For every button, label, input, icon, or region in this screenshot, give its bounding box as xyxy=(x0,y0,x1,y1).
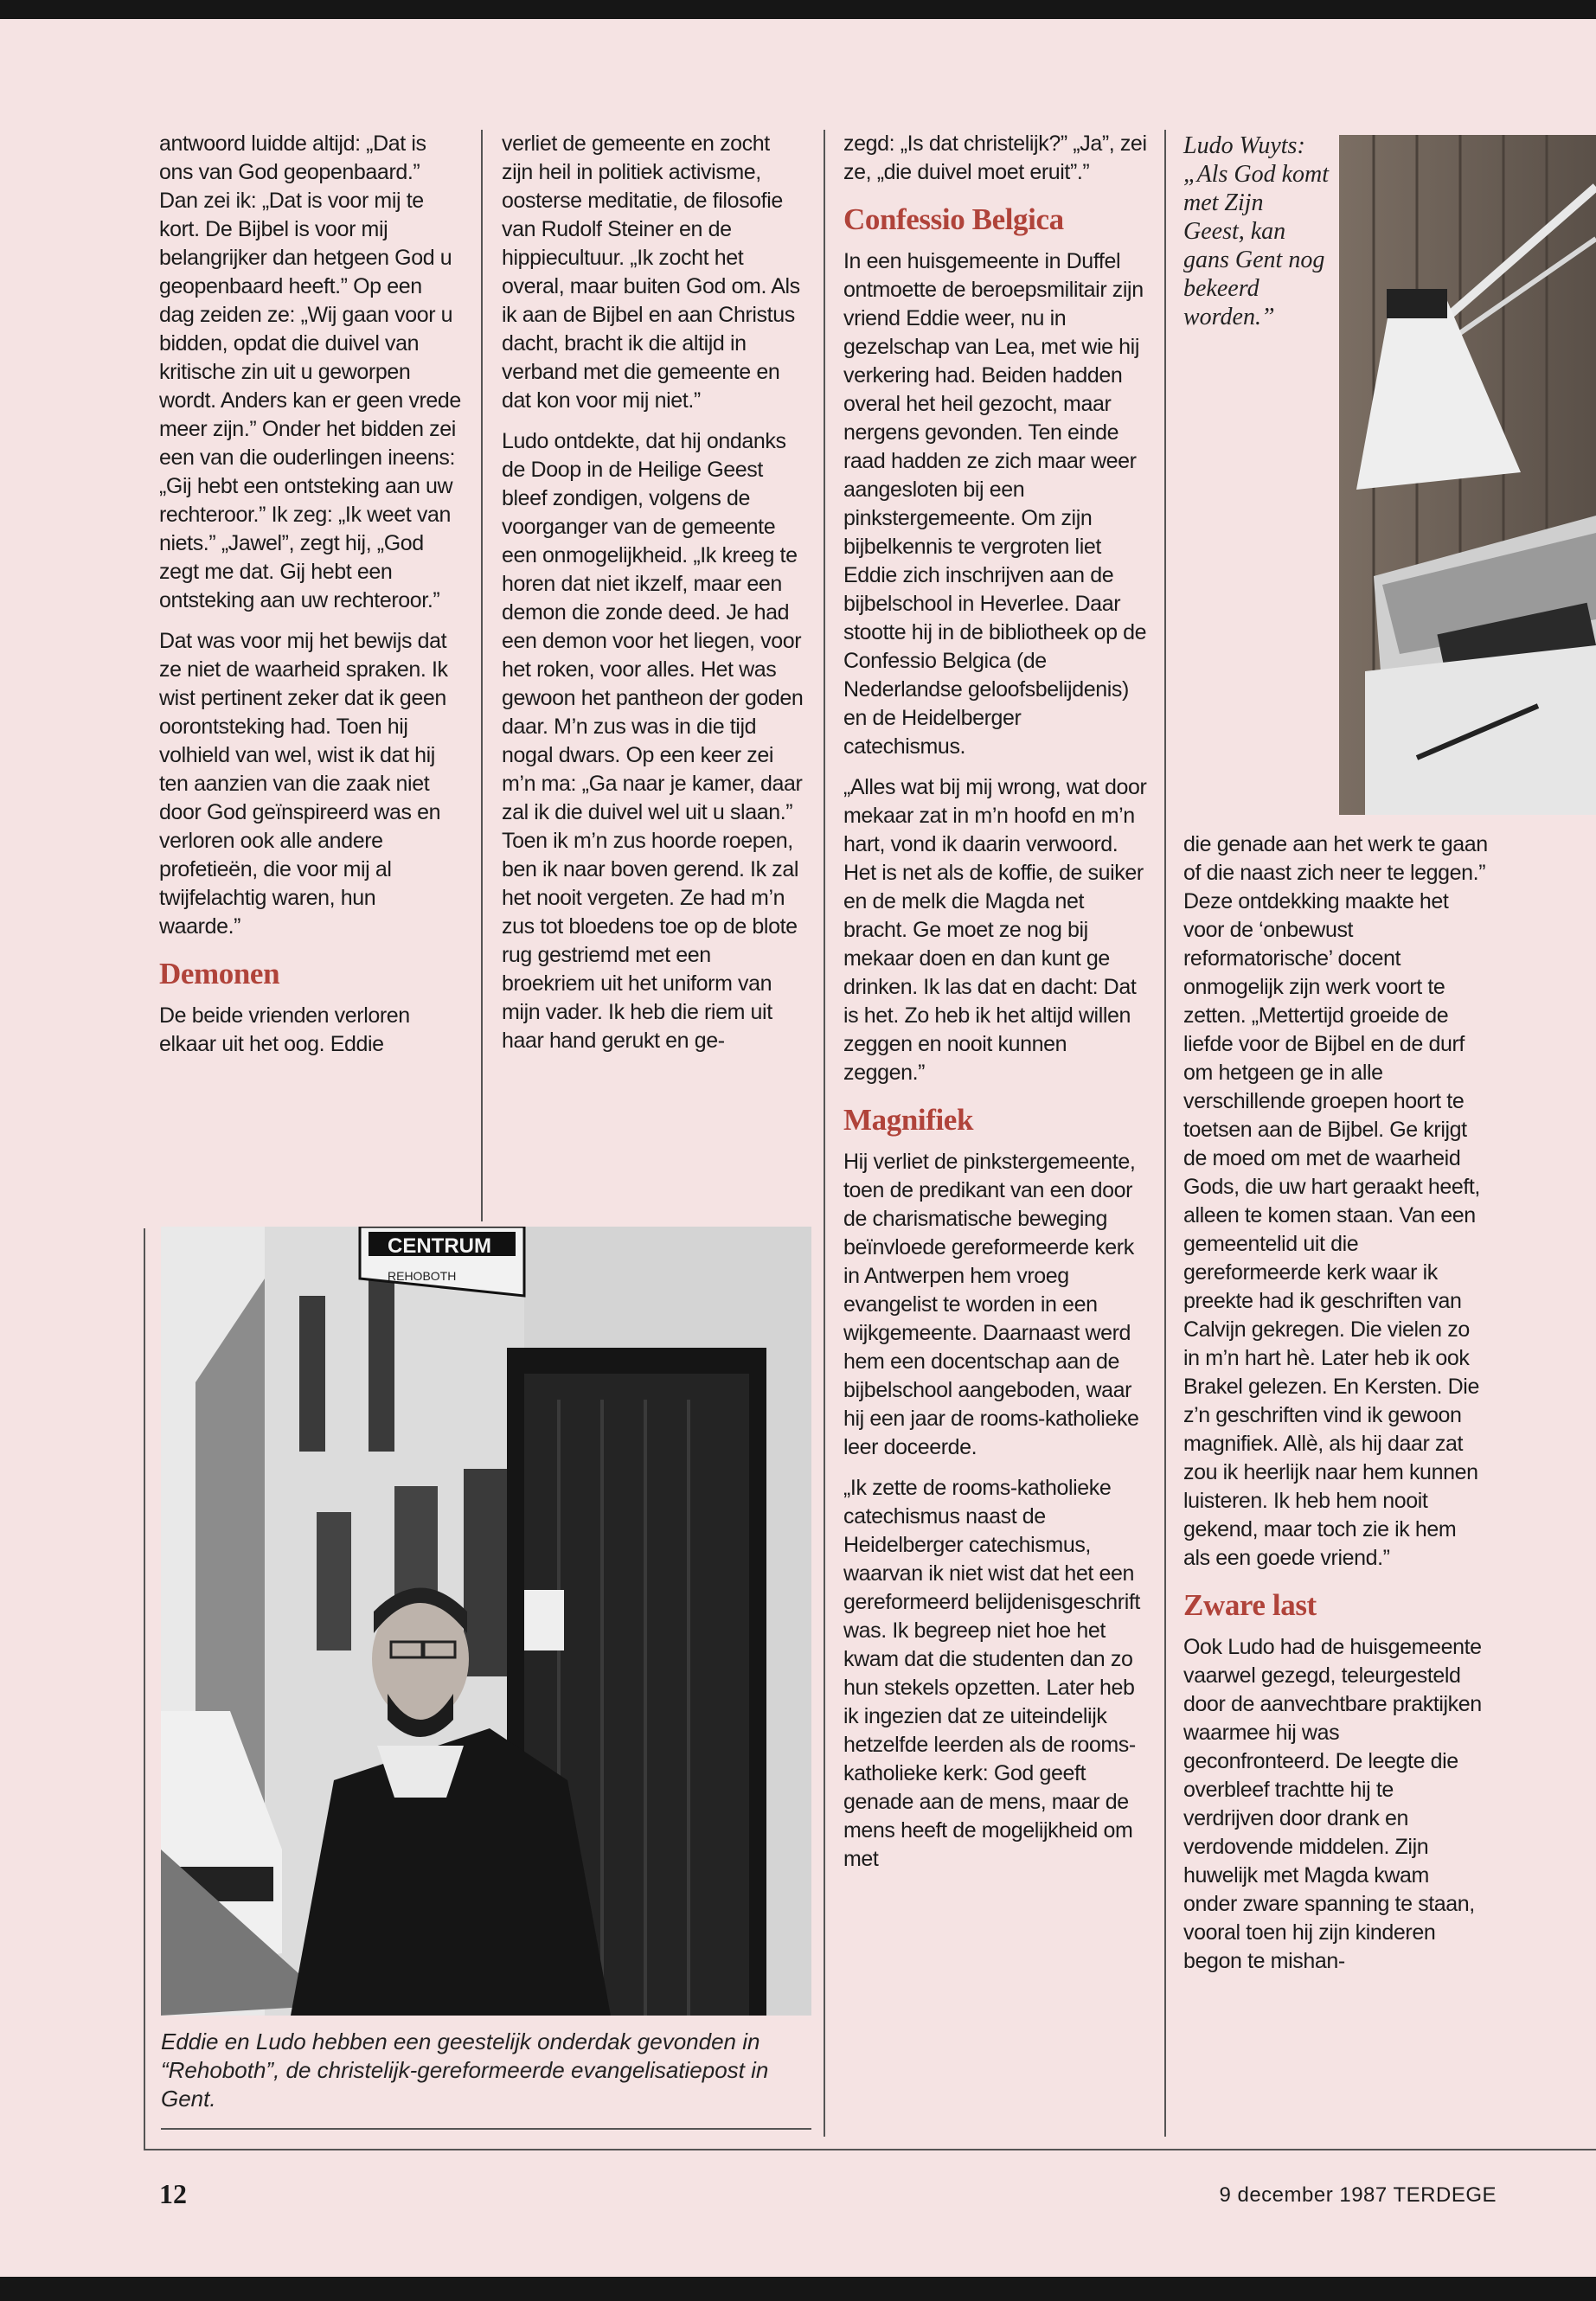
article-column-1 xyxy=(159,130,462,1220)
paragraph: antwoord luidde altijd: „Dat is ons van God geopenbaard.” Dan zei ik: „Dat is voor mij te kort. De Bijbel is voor mij belangrijker dan hetgeen God u geopenbaard heeft.” Op een dag zeiden ze: „Wij gaan voor u bidden, opdat die duivel van kritische zin uit u geworpen wordt. Anders kan er geen vrede meer zijn.” Onder het bidden zei een van die ouderlingen ineens: „Gij hebt een ontsteking aan uw rechteroor.” Ik zeg: „Ik weet van niets.” „Jawel”, zegt hij, „God zegt me dat. Gij hebt een ontsteking aan uw rechteroor.” xyxy=(159,131,461,612)
paragraph: „Alles wat bij mij wrong, wat door mekaar zat in m’n hoofd en m’n hart, vond ik daarin verwoord. Het is net als de koffie, de suiker en de melk die Magda net bracht. Ge moet ze nog bij mekaar doen en dan kunt ge drinken. Ik las dat en dacht: Dat is het. Zo heb ik het altijd willen zeggen en nooit kunnen zeggen.” xyxy=(843,775,1147,1085)
article-column-2 xyxy=(502,130,806,1220)
article-column-3 xyxy=(843,130,1148,2137)
sign-text-centrum: CENTRUM xyxy=(388,1234,491,1258)
paragraph: De beide vrienden verloren elkaar uit het oog. Eddie xyxy=(159,1003,410,1056)
photo-desk-lamp-typewriter xyxy=(1339,135,1596,815)
paragraph: Dat was voor mij het bewijs dat ze niet de waarheid spraken. Ik wist pertinent zeker dat ik geen oorontsteking had. Toen hij volhield van wel, wist ik dat hij ten aanzien van die zaak niet door God geïnspireerd was en verloren ook alle andere profetieën, die voor mij al twijfelachtig waren, hun waarde.” xyxy=(159,629,448,939)
section-heading-zware-last: Zware last xyxy=(1183,1588,1317,1622)
paragraph: zegd: „Is dat christelijk?” „Ja”, zei ze, „die duivel moet eruit”.” xyxy=(843,131,1147,184)
section-heading-confessio-belgica: Confessio Belgica xyxy=(843,202,1064,236)
photo-caption: Eddie en Ludo hebben een geestelijk onderdak gevonden in “Rehoboth”, de christelijk-gereformeerde evangelisatiepost in Gent. xyxy=(161,2029,769,2112)
photo-rehoboth-street xyxy=(161,1227,811,2016)
left-margin-rule xyxy=(144,1228,145,2150)
section-heading-demonen: Demonen xyxy=(159,957,280,990)
pull-quote: Ludo Wuyts: „Als God komt met Zijn Geest, kan gans Gent nog bekeerd worden.” xyxy=(1183,132,1329,330)
paragraph: „Ik zette de rooms-katholieke catechismus naast de Heidelberger catechismus, waarvan ik niet wist dat het een gereformeerd belijdenisgeschrift was. Ik begreep niet hoe het kwam dat die studenten dan zo hun stekels opzetten. Later heb ik ingezien dat ze uiteindelijk hetzelfde leerden als de rooms-katholieke kerk: God geeft genade aan de mens, maar de mens heeft de mogelijkheid om met xyxy=(843,1476,1140,1871)
paragraph: Ludo ontdekte, dat hij ondanks de Doop in de Heilige Geest bleef zondigen, volgens de voorganger van de gemeente een onmogelijkheid. „Ik kreeg te horen dat niet ikzelf, maar een demon die zonde deed. Je had een demon voor het liegen, voor het roken, voor alles. Het was gewoon het pantheon der goden daar. M’n zus was in die tijd nogal dwars. Op een keer zei m’n ma: „Ga naar je kamer, daar zal ik die duivel wel uit u slaan.” Toen ik m’n zus hoorde roepen, ben ik naar boven gerend. Ik zal het nooit vergeten. Ze had m’n zus tot bloedens toe op de blote rug gestriemd met een broekriem uit het uniform van mijn vader. Ik heb die riem uit haar hand gerukt en ge- xyxy=(502,429,804,1053)
desk-lamp-illustration xyxy=(1339,135,1596,815)
footer-rule xyxy=(144,2149,1596,2150)
paragraph: Ook Ludo had de huisgemeente vaarwel gezegd, teleurgesteld door de aanvechtbare praktijken waarmee hij was geconfronteerd. De leegte die overbleef trachtte hij te verdrijven door drank en verdovende middelen. Zijn huwelijk met Magda kwam onder zware spanning te staan, vooral toen hij zijn kinderen begon te mishan- xyxy=(1183,1635,1482,1973)
sign-text-rehoboth: REHOBOTH xyxy=(388,1269,457,1283)
paragraph: die genade aan het werk te gaan of die naast zich neer te leggen.” xyxy=(1183,832,1488,885)
paragraph: Deze ontdekking maakte het voor de ‘onbewust reformatorische’ docent onmogelijk zijn werk voort te zetten. „Mettertijd groeide de liefde voor de Bijbel en de durf om hetgeen ge in alle verschillende groepen hoort te toetsen aan de Bijbel. Ge krijgt de moed om met de waarheid Gods, die uw hart geraakt heeft, alleen te komen staan. Van een gemeentelid uit die gereformeerde kerk waar ik preekte had ik geschriften van Calvijn gekregen. Die vielen zo in m’n hart hè. Later heb ik ook Brakel gelezen. En Kersten. Die z’n geschriften vind ik gewoon magnifiek. Allè, als hij daar zat zou ik heerlijk naar hem kunnen luisteren. Ik heb hem nooit gekend, maar toch zie ik hem als een goede vriend.” xyxy=(1183,889,1480,1570)
article-column-4 xyxy=(1183,830,1488,2137)
street-scene xyxy=(161,1227,811,2016)
section-heading-magnifiek: Magnifiek xyxy=(843,1103,974,1137)
scan-top-edge xyxy=(0,0,1596,19)
column-rule xyxy=(1164,130,1166,2137)
column-rule xyxy=(824,130,825,2137)
caption-rule xyxy=(161,2128,811,2130)
scan-bottom-edge xyxy=(0,2277,1596,2301)
paragraph: In een huisgemeente in Duffel ontmoette de beroepsmilitair zijn vriend Eddie weer, nu in gezelschap van Lea, met wie hij verkering had. Beiden hadden overal het heil gezocht, maar nergens gevonden. Ten einde raad hadden ze zich maar weer aangesloten bij een pinkstergemeente. Om zijn bijbelkennis te vergroten liet Eddie zich inschrijven aan de bijbelschool in Heverlee. Daar stootte hij in de bibliotheek op de Confessio Belgica (de Nederlandse geloofsbelijdenis) en de Heidelberger catechismus. xyxy=(843,249,1147,759)
column-rule xyxy=(481,130,483,1221)
page-number: 12 xyxy=(159,2178,187,2209)
paragraph: verliet de gemeente en zocht zijn heil in politiek activisme, oosterse meditatie, de filosofie van Rudolf Steiner en de hippiecultuur. „Ik zocht het overal, maar buiten God om. Als ik aan de Bijbel en aan Christus dacht, bracht ik die altijd in verband met die gemeente en dat kon voor mij niet.” xyxy=(502,131,800,413)
issue-date: 9 december 1987 TERDEGE xyxy=(1219,2183,1497,2207)
paragraph: Hij verliet de pinkstergemeente, toen de predikant van een door de charismatische beweging beïnvloede gereformeerde kerk in Antwerpen hem vroeg evangelist te worden in een wijkgemeente. Daarnaast werd hem een docentschap aan de bijbelschool aangeboden, waar hij een jaar de rooms-katholieke leer doceerde. xyxy=(843,1150,1139,1459)
